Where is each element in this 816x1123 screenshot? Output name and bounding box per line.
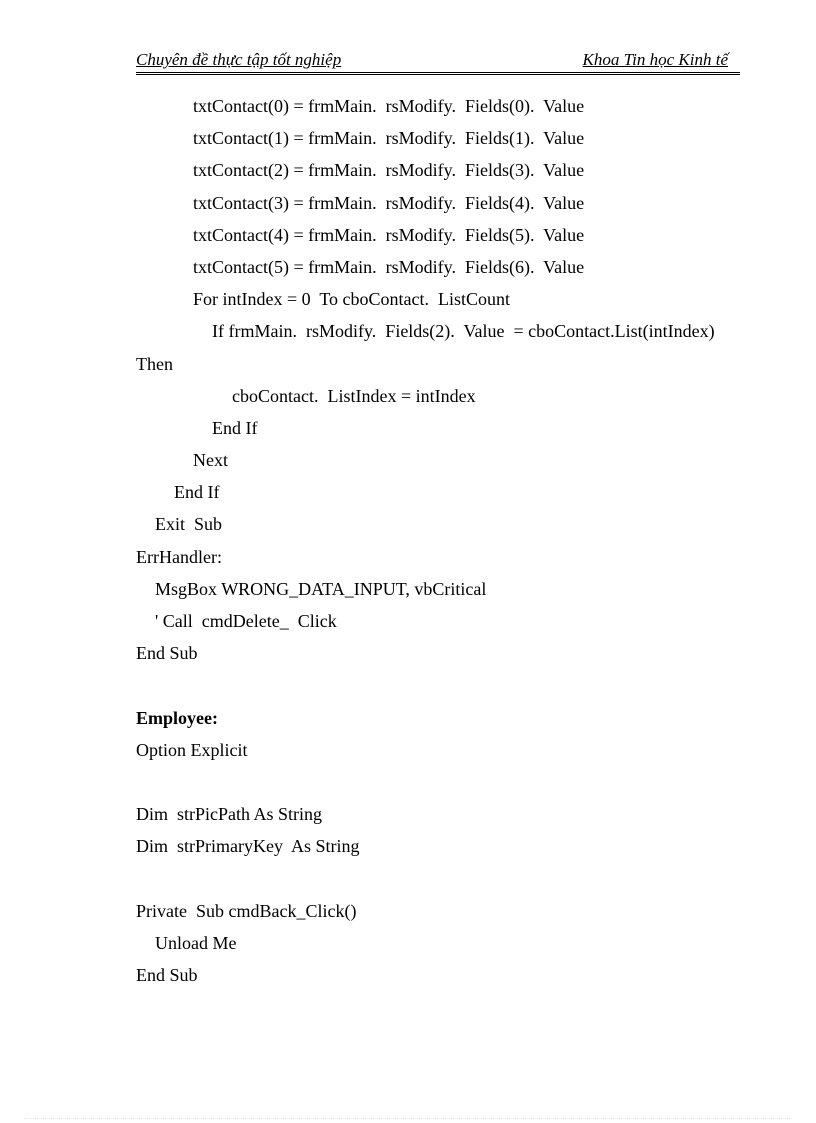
code-line: Dim strPicPath As String (136, 804, 323, 825)
code-listing (136, 93, 746, 994)
code-line: If frmMain. rsModify. Fields(2). Value = cboContact.List(intIndex) (212, 321, 715, 342)
code-line: Then (136, 353, 173, 374)
code-line: End If (174, 482, 220, 503)
blank-line (136, 672, 746, 704)
page-bottom-rule (24, 1118, 792, 1119)
code-line: ErrHandler: (136, 546, 222, 567)
section-heading: Employee: (136, 707, 218, 728)
code-line: Option Explicit (136, 739, 248, 760)
code-line: Next (193, 450, 228, 471)
code-line: txtContact(2) = frmMain. rsModify. Fields(3). Value (193, 160, 585, 181)
code-line: MsgBox WRONG_DATA_INPUT, vbCritical (155, 578, 487, 599)
code-line: txtContact(3) = frmMain. rsModify. Fields(4). Value (193, 192, 585, 213)
code-line: Dim strPrimaryKey As String (136, 836, 360, 857)
header-faculty-name: Khoa Tin học Kinh tế (582, 50, 728, 69)
code-line: Unload Me (155, 932, 237, 953)
code-line: End If (212, 417, 258, 438)
code-line: txtContact(1) = frmMain. rsModify. Fields(1). Value (193, 128, 585, 149)
code-line: txtContact(0) = frmMain. rsModify. Fields(0). Value (193, 96, 585, 116)
blank-line (136, 866, 746, 898)
code-line: For intIndex = 0 To cboContact. ListCount (193, 289, 511, 310)
header-document-title: Chuyên đề thực tập tốt nghiệp (136, 50, 342, 69)
code-line: Private Sub cmdBack_Click() (136, 900, 357, 921)
blank-line (136, 769, 746, 801)
code-line: txtContact(4) = frmMain. rsModify. Fields(5). Value (193, 224, 585, 245)
code-line: End Sub (136, 643, 198, 664)
code-line: txtContact(5) = frmMain. rsModify. Fields(6). Value (193, 256, 585, 277)
code-line: ' Call cmdDelete_ Click (155, 611, 337, 631)
code-line: Exit Sub (155, 514, 223, 535)
code-line: cboContact. ListIndex = intIndex (232, 385, 476, 406)
page-header (136, 48, 740, 75)
code-line: End Sub (136, 965, 198, 986)
